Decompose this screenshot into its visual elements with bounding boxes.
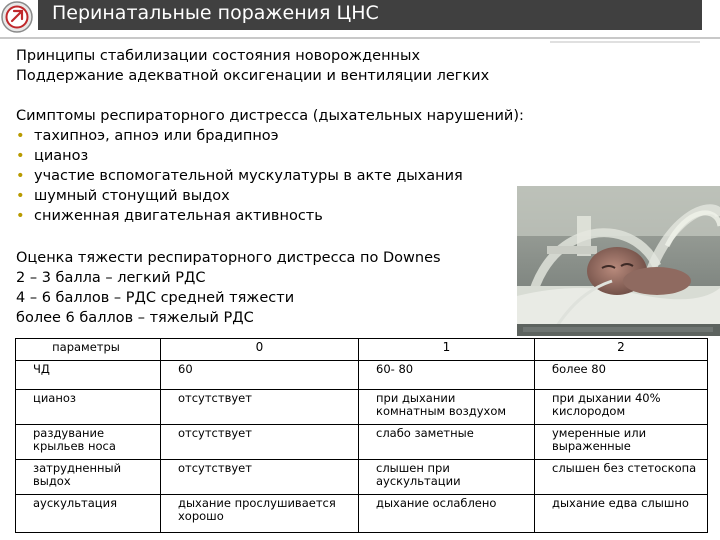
- column-header: 0: [161, 339, 359, 361]
- bullet-icon: •: [16, 168, 25, 184]
- downes-heading: Оценка тяжести респираторного дистресса по Downes: [16, 250, 441, 266]
- table-cell: аускультация: [16, 495, 161, 533]
- table-cell: при дыхании комнатным воздухом: [359, 390, 535, 425]
- symptoms-block: [16, 106, 524, 226]
- table-cell: ЧД: [16, 361, 161, 390]
- table-cell: при дыхании 40% кислородом: [535, 390, 708, 425]
- bullet-icon: •: [16, 128, 25, 144]
- table-cell: слышен без стетоскопа: [535, 460, 708, 495]
- table-row: [16, 390, 708, 425]
- table-row: [16, 460, 708, 495]
- bullet-icon: •: [16, 148, 25, 164]
- table-cell: умеренные или выраженные: [535, 425, 708, 460]
- table-cell: дыхание едва слышно: [535, 495, 708, 533]
- principles-block: [16, 46, 489, 86]
- table-cell: 60: [161, 361, 359, 390]
- table-cell: слабо заметные: [359, 425, 535, 460]
- incubator-newborn-photo: [517, 186, 720, 336]
- table-cell: цианоз: [16, 390, 161, 425]
- logo-icon: [0, 0, 34, 34]
- table-cell: затрудненный выдох: [16, 460, 161, 495]
- symptom-item: • участие вспомогательной мускулатуры в акте дыхания: [16, 168, 463, 184]
- principles-line-2: Поддержание адекватной оксигенации и вентиляции легких: [16, 68, 490, 84]
- bullet-icon: •: [16, 208, 25, 224]
- table-cell: более 80: [535, 361, 708, 390]
- table-cell: отсутствует: [161, 425, 359, 460]
- downes-line: 2 – 3 балла – легкий РДС: [16, 270, 206, 286]
- principles-line-1: Принципы стабилизации состояния новорожденных: [16, 48, 421, 64]
- table-row: [16, 361, 708, 390]
- slide-header: [0, 0, 720, 37]
- slide-title: Перинатальные поражения ЦНС: [52, 2, 379, 24]
- table-row: [16, 495, 708, 533]
- table-cell: слышен при аускультации: [359, 460, 535, 495]
- symptom-item: • шумный стонущий выдох: [16, 188, 230, 204]
- table-cell: дыхание ослаблено: [359, 495, 535, 533]
- column-header: параметры: [16, 339, 161, 361]
- column-header: 2: [535, 339, 708, 361]
- column-header: 1: [359, 339, 535, 361]
- symptom-item: • тахипноэ, апноэ или брадипноэ: [16, 128, 279, 144]
- symptom-item: • сниженная двигательная активность: [16, 208, 323, 224]
- table-cell: дыхание прослушивается хорошо: [161, 495, 359, 533]
- symptom-item: • цианоз: [16, 148, 89, 164]
- table-header-row: [16, 339, 708, 361]
- downes-score-table: [15, 338, 708, 533]
- table-row: [16, 425, 708, 460]
- table-cell: 60- 80: [359, 361, 535, 390]
- symptoms-heading: Симптомы респираторного дистресса (дыхательных нарушений):: [16, 108, 524, 124]
- table-cell: отсутствует: [161, 390, 359, 425]
- downes-block: [16, 248, 441, 328]
- table-cell: отсутствует: [161, 460, 359, 495]
- downes-line: 4 – 6 баллов – РДС средней тяжести: [16, 290, 295, 306]
- bullet-icon: •: [16, 188, 25, 204]
- downes-line: более 6 баллов – тяжелый РДС: [16, 310, 254, 326]
- table-cell: раздувание крыльев носа: [16, 425, 161, 460]
